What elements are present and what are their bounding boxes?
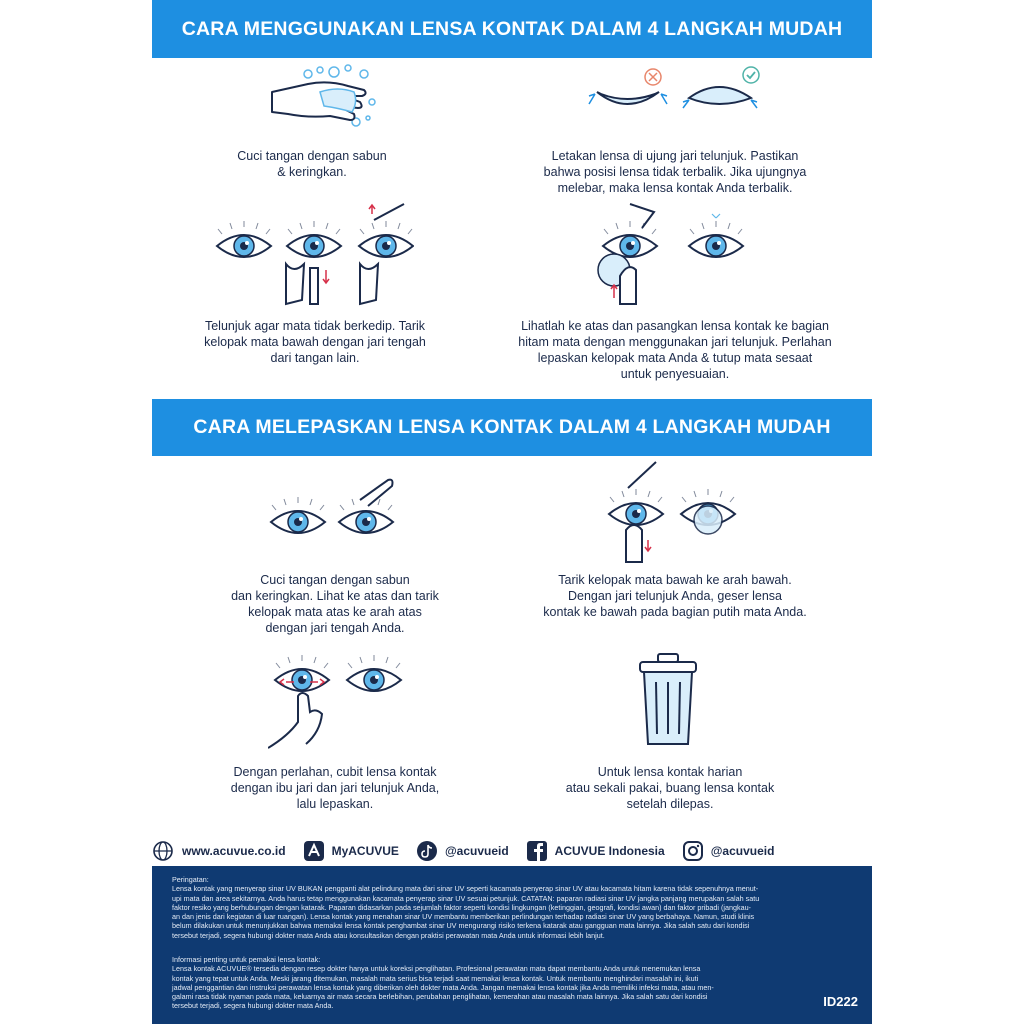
tiktok-text: @acuvueid bbox=[444, 844, 509, 858]
section-2-title: CARA MELEPASKAN LENSA KONTAK DALAM 4 LANGKAH MUDAH bbox=[152, 399, 872, 456]
instagram-link[interactable] bbox=[683, 841, 775, 861]
facebook-text: ACUVUE Indonesia bbox=[554, 844, 665, 858]
website-text: www.acuvue.co.id bbox=[182, 844, 286, 858]
warning-block: Peringatan: Lensa kontak yang menyerap sinar UV BUKAN pengganti alat pelindung mata dari sinar UV seperti kacamata penyerap sinar UV atau kacamata hitam karena tidak sepenuhnya menut- upi mata dan area sekitarnya. Anda harus tetap menggunakan kacamata penyerap sinar UV sesuai petunjuk. CATATAN: paparan radiasi sinar UV jangka panjang merupakan salah satu faktor resiko yang berhubungan dengan katarak. Paparan didasarkan pada sejumlah faktor seperti kondisi lingkungan (ketinggian, geografi, kondisi awan) dan faktor pribadi (jangkau- an dan jenis dari kegiatan di luar ruangan). Lensa kontak yang menahan sinar UV membantu memberikan perlindungan terhadap radiasi sinar UV yang berbahaya. Namun, studi klinis belum dilakukan untuk menunjukkan bahwa memakai lensa kontak penghambat sinar UV mengurangi risiko terkena katarak atau gangguan mata lainnya. Jika salah satu dari kondisi tersebut terjadi, segera hubungi dokter mata Anda atau konsultasikan dengan praktisi perawatan mata Anda untuk informasi lebih lanjut. bbox=[172, 875, 760, 940]
tiktok-icon bbox=[417, 841, 437, 861]
slide-lens-down-icon bbox=[604, 458, 744, 568]
step-2-caption: Letakan lensa di ujung jari telunjuk. Pastikan bahwa posisi lensa tidak terbalik. Jika ujungnya melebar, maka lensa kontak Anda terbalik. bbox=[543, 149, 807, 195]
globe-icon bbox=[152, 840, 174, 862]
removal-step-3-caption: Dengan perlahan, cubit lensa kontak dengan ibu jari dan jari telunjuk Anda, lalu lepaskan. bbox=[230, 765, 440, 811]
trash-bin-icon bbox=[636, 652, 700, 748]
instagram-icon bbox=[683, 841, 703, 861]
hand-washing-icon bbox=[268, 62, 388, 142]
removal-step-1-caption: Cuci tangan dengan sabun dan keringkan. Lihat ke atas dan tarik kelopak mata atas ke arah atas dengan jari tengah Anda. bbox=[231, 573, 439, 635]
step-4-caption: Lihatlah ke atas dan pasangkan lensa kontak ke bagian hitam mata dengan menggunakan jari telunjuk. Perlahan lepaskan kelopak mata Anda & tutup mata sesaat untuk penyesuaian. bbox=[518, 319, 832, 381]
facebook-icon bbox=[527, 841, 547, 861]
lens-orientation-icon bbox=[585, 64, 765, 124]
step-3-caption: Telunjuk agar mata tidak berkedip. Tarik kelopak mata bawah dengan jari tengah dari tangan lain. bbox=[204, 319, 426, 365]
facebook-link[interactable] bbox=[527, 841, 665, 861]
disclaimer-footer bbox=[152, 866, 872, 1024]
myacuvue-app-icon bbox=[304, 841, 324, 861]
section-1-title: CARA MENGGUNAKAN LENSA KONTAK DALAM 4 LANGKAH MUDAH bbox=[152, 0, 872, 58]
info-block: Informasi penting untuk pemakai lensa kontak: Lensa kontak ACUVUE® tersedia dengan resep dokter hanya untuk koreksi penglihatan. Profesional perawatan mata dapat membantu Anda untuk menemukan lensa kontak yang tepat untuk Anda. Meski jarang ditemukan, masalah mata serius bisa terjadi saat memakai lensa kontak. Untuk membantu menghindari masalah ini, ikuti jadwal penggantian dan instruksi perawatan lensa kontak yang diberikan oleh dokter mata Anda. Jangan memakai lensa kontak jika Anda memiliki infeksi mata, atau men- galami rasa tidak nyaman pada mata, keluarnya air mata secara berlebihan, perubahan penglihatan, kemerahan atau masalah mata lainnya. Jika salah satu dari kondisi tersebut terjadi, segera hubungi dokter mata Anda. bbox=[172, 955, 714, 1011]
step-1-caption: Cuci tangan dengan sabun & keringkan. bbox=[237, 149, 387, 179]
removal-step-4-caption: Untuk lensa kontak harian atau sekali pakai, buang lensa kontak setelah dilepas. bbox=[565, 765, 775, 811]
document-id: ID222 bbox=[823, 994, 858, 1009]
hold-eyelid-icon bbox=[214, 200, 414, 310]
pinch-lens-icon bbox=[268, 652, 418, 752]
lift-eyelid-icon bbox=[268, 470, 408, 550]
instagram-text: @acuvueid bbox=[710, 844, 775, 858]
tiktok-link[interactable] bbox=[417, 841, 509, 861]
app-text: MyACUVUE bbox=[331, 844, 399, 858]
social-links bbox=[152, 836, 872, 866]
website-link[interactable] bbox=[152, 840, 286, 862]
removal-step-2-caption: Tarik kelopak mata bawah ke arah bawah. Dengan jari telunjuk Anda, geser lensa kontak ke bawah pada bagian putih mata Anda. bbox=[543, 573, 807, 619]
app-link[interactable] bbox=[304, 841, 399, 861]
insert-lens-icon bbox=[590, 200, 760, 310]
